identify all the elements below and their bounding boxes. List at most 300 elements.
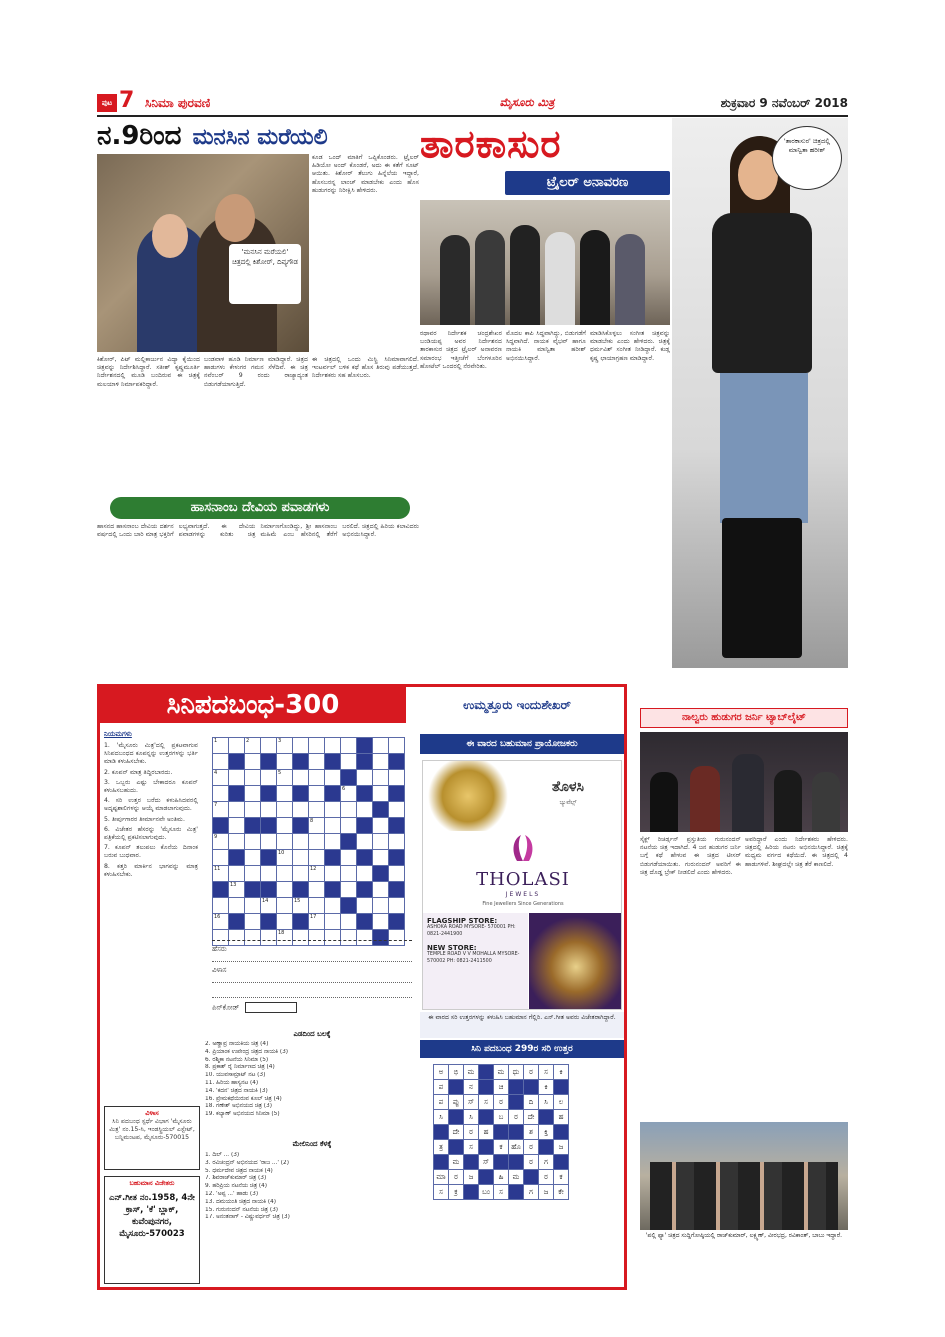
- crossword-cell[interactable]: [277, 786, 293, 802]
- across-clue: 19. ಕಲ್ಯಾಣ್ ಅಭಿನಯದ ಸಿನಿಮಾ (5): [205, 1111, 280, 1118]
- down-title: ಮೇಲಿನಿಂದ ಕೆಳಕ್ಕೆ: [292, 1140, 332, 1148]
- puzzle-title: ಸಿನಿಪದಬಂಧ-300: [100, 687, 406, 723]
- rule-item: 3. ಒಬ್ಬರು ಎಷ್ಟು ಬೇಕಾದರೂ ಕೂಪನ್ ಕಳುಹಿಸಬಹುದು.: [104, 778, 198, 795]
- story1-headline-a: ನ.9ರಿಂದ: [97, 121, 182, 151]
- crossword-row: [213, 866, 405, 882]
- answer-row: [434, 1170, 569, 1185]
- crossword-cell[interactable]: [309, 754, 325, 770]
- crossword-cell[interactable]: [293, 738, 309, 754]
- crossword-row: [213, 770, 405, 786]
- actress-face: [152, 214, 188, 258]
- crossword-cell[interactable]: [213, 802, 229, 818]
- crossword-block: [357, 754, 373, 770]
- answer-cell: ದೇ: [524, 1110, 539, 1125]
- crossword-block: [357, 882, 373, 898]
- crossword-cell[interactable]: [229, 866, 245, 882]
- answer-block: [449, 1080, 464, 1095]
- crossword-cell[interactable]: [325, 866, 341, 882]
- crossword-cell[interactable]: [357, 898, 373, 914]
- person-2: [475, 230, 505, 325]
- page-number: 7: [119, 88, 135, 113]
- person-1: [440, 235, 470, 325]
- down-clue: 13. ದಮಯಂತಿ ಚಿತ್ರದ ನಾಯಕಿ (4): [205, 1198, 277, 1205]
- store2-title: NEW STORE:: [427, 944, 477, 952]
- crossword-block: [261, 882, 277, 898]
- crossword-cell[interactable]: [213, 914, 229, 930]
- brand-name-kannada: ತೊಳಸಿ: [552, 779, 584, 795]
- answer-block: [464, 1185, 479, 1200]
- crossword-cell[interactable]: [229, 770, 245, 786]
- crossword-block: [389, 754, 405, 770]
- across-clue: 6. ರಶ್ಮಿಕಾ ನಟನೆಯ ಸಿನಿಮಾ (5): [205, 1056, 269, 1063]
- crossword-cell[interactable]: [309, 770, 325, 786]
- crossword-cell[interactable]: [245, 786, 261, 802]
- crossword-row: [213, 850, 405, 866]
- section-name: ಸಿನಿಮಾ ಪುರವಣಿ: [145, 96, 211, 110]
- answer-row: [434, 1155, 569, 1170]
- form-pin-label: ಪಿನ್‌ಕೋಡ್: [212, 1003, 240, 1012]
- story1-body-bottom2: ಬಂಡವಾಳ ಹೂಡಿ ನಿರ್ಮಾಣ ಮಾಡಿದ್ದಾರೆ. ಚಿತ್ರದ ಹಾಡುಗಳು ಕೇಳುಗರ ಗಮನ ಸೆಳೆದಿವೆ. ಈ ಚಿತ್ರ ನವೆಂಬರ್ 9 ರಂದು ರಾಜ್ಯಾದ್ಯಂತ ಬಿಡುಗಡೆಯಾಗುತ್ತಿದೆ.: [204, 356, 308, 388]
- crossword-cell[interactable]: [245, 802, 261, 818]
- crossword-cell[interactable]: [277, 754, 293, 770]
- answer-cell: ಮ: [494, 1065, 509, 1080]
- crossword-number: 2: [246, 738, 250, 744]
- brand-sub-kannada: ಜ್ಯುವೆಲ್ಸ್: [559, 799, 577, 806]
- crossword-cell[interactable]: [373, 914, 389, 930]
- crossword-cell[interactable]: [325, 914, 341, 930]
- story2-side-caption: 'ತಾರಕಾಸುರ' ಚಿತ್ರದಲ್ಲಿ ಮಾನ್ವಿತಾ ಹರೀಶ್: [772, 126, 842, 190]
- crossword-row: [213, 914, 405, 930]
- person-6: [615, 234, 645, 325]
- answer-block: [494, 1155, 509, 1170]
- crossword-cell[interactable]: [309, 882, 325, 898]
- answer-table: [433, 1064, 569, 1200]
- crossword-cell[interactable]: [309, 738, 325, 754]
- across-title: ಎಡದಿಂದ ಬಲಕ್ಕೆ: [293, 1030, 331, 1038]
- person-3: [510, 225, 540, 325]
- story1-body-col2: ಈ ಚಿತ್ರದಲ್ಲಿ ಒಂದು ಮಿಸ್ಟ್ರಿ ಸಿನಿಮಾವಾಗಲಿದೆ. ಇಂಟರ್ವಲ್ ಬಳಿಕ ಕಥೆ ಹೊಸ ತಿರುವು ಪಡೆಯುತ್ತದೆ. ನಿರ್ದೇಶಕರು ಸಹ ಹೊಸಬರು.: [312, 356, 419, 380]
- answer-cell: ಪ: [434, 1080, 449, 1095]
- across-clue: 14. 'ಕದನ' ಚಿತ್ರದ ನಾಯಕಿ (3): [205, 1087, 268, 1094]
- crossword-cell[interactable]: [325, 898, 341, 914]
- crossword-cell[interactable]: [261, 802, 277, 818]
- answer-cell: ಬಂ: [479, 1185, 494, 1200]
- answer-cell: ರ: [449, 1170, 464, 1185]
- story4-body-col1: ಸೈಕ್ಲ್ ರಿಚರ್ಡ್ಸನ್ ಪ್ರಸ್ತುತಿಯ ಗುರುನಂದನ್ ನಟನೆಯ ಚಿತ್ರ ಇದಾಗಿದೆ. 4 ಜನ ಹುಡುಗರ ಜರ್ನಿ ಬಗ್ಗೆ ಕಥೆ ಹೇಳುವ ಈ ಚಿತ್ರದ ಟೀಸರ್ ಬಿಡುಗಡೆಯಾಯಿತು. ಗುರುನಂದನ್ ಅವರಿಗೆ ಈ ಚಿತ್ರ ದೊಡ್ಡ ಬ್ರೇಕ್ ನೀಡಲಿದೆ ಎಂದು ಹೇಳಿದರು.: [640, 836, 741, 876]
- crossword-cell[interactable]: [309, 786, 325, 802]
- answer-block: [479, 1140, 494, 1155]
- story1-headline: [97, 120, 419, 152]
- answer-cell: ಕ್ರ: [449, 1185, 464, 1200]
- story1-photo: [97, 154, 309, 352]
- crossword-cell[interactable]: [293, 770, 309, 786]
- crossword-number: 11: [214, 866, 221, 872]
- answer-block: [464, 1155, 479, 1170]
- jewel-pendant-image: [529, 913, 622, 1010]
- answer-cell: ರ: [524, 1155, 539, 1170]
- jewel-necklace-image: [423, 761, 513, 831]
- answer-cell: ಕಿ: [554, 1065, 569, 1080]
- across-clue: 2. ಅಣ್ಣಾವ್ರ ನಾಯಕಿಯ ಚಿತ್ರ (4): [205, 1041, 269, 1047]
- crossword-cell[interactable]: [341, 754, 357, 770]
- crossword-cell[interactable]: [213, 850, 229, 866]
- answer-cell: ಸ: [434, 1185, 449, 1200]
- crossword-block: [261, 754, 277, 770]
- crossword-cell[interactable]: [293, 866, 309, 882]
- story3-headline: ಹಾಸನಾಂಬ ದೇವಿಯ ಪವಾಡಗಳು: [110, 497, 410, 519]
- crossword-cell[interactable]: [373, 882, 389, 898]
- crossword-cell[interactable]: [373, 738, 389, 754]
- crossword-table[interactable]: [212, 737, 405, 946]
- answer-cell: ಸಿ: [539, 1095, 554, 1110]
- crossword-row: [213, 834, 405, 850]
- across-clue: 16. ಪ್ರೇಮಕಥೆಯಿರುವ ಕೂಲ್ ಚಿತ್ರ (4): [205, 1095, 282, 1102]
- crossword-cell[interactable]: [389, 770, 405, 786]
- crossword-cell[interactable]: [261, 834, 277, 850]
- across-clue: 8. ಪ್ರಕಾಶ್ ರೈ ನಿರ್ಮಾಣದ ಚಿತ್ರ (4): [205, 1064, 275, 1071]
- crossword-cell[interactable]: [245, 738, 261, 754]
- rule-item: 8. ಕತ್ತರಿ ಮಾರ್ಕಿನ ಭಾಗವನ್ನು ಮಾತ್ರ ಕಳುಹಿಸಬೇಕು.: [104, 862, 198, 878]
- across-clue: 11. ಹಿರಿಯ ಹಾಸ್ಯನಟ (4): [205, 1079, 259, 1086]
- crossword-cell[interactable]: [373, 786, 389, 802]
- crossword-block: [293, 754, 309, 770]
- story1-body-col1: ಕೂಡ ಒಂದ್ ಮಾತಿಗೆ ಒಪ್ಪಿಕೊಂಡರು. ಟ್ರೈಲರ್ ಹಿಡಿಯೋ ಅಂದ್ ಕೊಂಡರೆ, ಅದು ಈ ಕತೆಗೆ ಸೂಟ್ ಆಯಿತು. ಕಿಶೋರ್ ತೆಲುಗು ಹಿನ್ನೆಲೆಯ ಇದ್ದಾರೆ, ಹೊಸಬರನ್ನ ಲಾಂಚ್ ಮಾಡಬೇಕು ಎಂದು ಹೊಸ ಹುಡುಗರನ್ನು ನಿರೀಕ್ಷಿಸಿ ಹೇಳಿದರು.: [312, 154, 419, 194]
- crossword-cell[interactable]: [325, 834, 341, 850]
- crossword-cell[interactable]: [373, 834, 389, 850]
- crossword-cell[interactable]: [261, 898, 277, 914]
- crossword-cell[interactable]: [293, 898, 309, 914]
- answer-block: [434, 1155, 449, 1170]
- crossword-cell[interactable]: [389, 802, 405, 818]
- group-row: [650, 1162, 838, 1230]
- crossword-cell[interactable]: [229, 834, 245, 850]
- down-clue: 17. ಅನಂತನಾಗ್ - ವಿಷ್ಣುವರ್ಧನ್ ಚಿತ್ರ (3): [205, 1214, 290, 1221]
- answer-row: [434, 1140, 569, 1155]
- form-name-label: ಹೆಸರು: [212, 945, 227, 953]
- form-address-row2: [212, 983, 412, 998]
- answer-block: [509, 1095, 524, 1110]
- address-text: ಸಿನಿ ಪದಬಂಧ ಸ್ಪರ್ಧೆ ವಿಭಾಗ 'ಮೈಸೂರು ಮಿತ್ರ' ನಂ.15-ಸಿ, ಇಂಡಸ್ಟ್ರಿಯಲ್ ಎಸ್ಟೇಟ್, ಬನ್ನಿಮಂಟಪ, ಮೈಸೂರು-570015: [109, 1118, 195, 1142]
- crossword-cell[interactable]: [245, 850, 261, 866]
- crossword-number: 13: [230, 882, 237, 888]
- crossword-number: 7: [214, 802, 218, 808]
- story2-headline: ತಾರಕಾಸುರ: [420, 122, 562, 166]
- crossword-cell[interactable]: [357, 770, 373, 786]
- crossword-cell[interactable]: [277, 834, 293, 850]
- answer-row: [434, 1125, 569, 1140]
- crossword-cell[interactable]: [341, 786, 357, 802]
- story1-headline-b: ಮನಸಿನ ಮರೆಯಲಿ: [192, 125, 328, 150]
- crossword-cell[interactable]: [309, 834, 325, 850]
- crossword-cell[interactable]: [277, 802, 293, 818]
- crossword-number: 5: [278, 770, 282, 776]
- answer-cell: ಜ: [464, 1170, 479, 1185]
- crossword-cell[interactable]: [277, 738, 293, 754]
- jewel-ad[interactable]: [422, 760, 622, 1010]
- story2-group-photo: [420, 200, 670, 325]
- story4-photo-caption: 'ಪಲ್ಲಿ ಫ್ಯಾ' ಚಿತ್ರದ ಸುದ್ದಿಗೋಷ್ಠಿಯಲ್ಲಿ ರಾಜ್‌ಕುಮಾರ್, ಲಕ್ಷ್ಮಣ್, ವೀರಭದ್ರ, ರವಿಕಾಂತ್, ಬಾಬು ಇದ್ದಾರೆ.: [640, 1232, 848, 1254]
- crossword-cell[interactable]: [309, 914, 325, 930]
- story4-group-photo: [640, 732, 848, 832]
- actor-face: [215, 194, 255, 242]
- crossword-block: [229, 850, 245, 866]
- crossword-cell[interactable]: [389, 898, 405, 914]
- sponsor-title: ಈ ವಾರದ ಬಹುಮಾನ ಪ್ರಾಯೋಜಕರು: [420, 734, 624, 754]
- answer-block: [479, 1170, 494, 1185]
- answer-block: [494, 1125, 509, 1140]
- crossword-cell[interactable]: [245, 834, 261, 850]
- form-address-label: ವಿಳಾಸ: [212, 966, 227, 974]
- pin-boxes[interactable]: [245, 1002, 297, 1013]
- answer-cell: ಚಿ: [494, 1080, 509, 1095]
- crossword-block: [245, 882, 261, 898]
- crossword-block: [325, 786, 341, 802]
- story3-body: ಹಾಸನದ ಹಾಸನಾಂಬ ದೇವಿಯ ದರ್ಶನ ವರ್ಷದಲ್ಲಿ ಒಂದು ಬಾರಿ ಮಾತ್ರ ಭಕ್ತರಿಗೆ ಲಭ್ಯವಾಗುತ್ತದೆ. ಈ ದೇವಿಯ ಪವಾಡಗಳನ್ನು ಕುರಿತು ಚಿತ್ರ ನಿರ್ಮಾಣಗೊಂಡಿದ್ದು, ಶ್ರೀ ಹಾಸನಾಂಬ ಮಹಿಮೆ ಎಂಬ ಹೆಸರಿನಲ್ಲಿ ತೆರೆಗೆ ಬರಲಿದೆ. ಚಿತ್ರದಲ್ಲಿ ಹಿರಿಯ ಕಲಾವಿದರು ಅಭಿನಯಿಸಿದ್ದಾರೆ.: [97, 523, 419, 539]
- crossword-cell[interactable]: [357, 834, 373, 850]
- down-list: [205, 1152, 415, 1282]
- form-name-row: [212, 945, 412, 962]
- crossword-number: 17: [310, 914, 317, 920]
- crossword-block: [357, 738, 373, 754]
- crossword-cell[interactable]: [389, 866, 405, 882]
- crossword-cell[interactable]: [341, 850, 357, 866]
- store1-address: ASHOKA ROAD MYSORE- 570001 PH: 0821-2441900: [427, 925, 516, 937]
- answer-row: [434, 1065, 569, 1080]
- answer-title: ಸಿನಿ ಪದಬಂಧ 299ರ ಸರಿ ಉತ್ತರ: [420, 1040, 624, 1058]
- answer-cell: ನ: [464, 1080, 479, 1095]
- down-clue: 1. ದಿಲ್ ... (3): [205, 1152, 240, 1158]
- answer-cell: ಮಾ: [434, 1170, 449, 1185]
- story1-body-bottom1: ಕಿಶೋರ್, ಪಿಟ್ ಮಲ್ಲಿಕಾರ್ಜುನ ವಿದ್ಯಾ ಕೈಯಿಂದ ಚಿತ್ರವನ್ನು ನಿರ್ದೇಶಿಸಿದ್ದಾರೆ. ಸತೀಶ್ ಕೃಷ್ಣಮೂರ್ತಿ ನಿರ್ದೇಶನದಲ್ಲಿ ಮೂಡಿ ಬಂದಿರುವ ಈ ಚಿತ್ರಕ್ಕೆ ಮಲಯಾಳಿ ನಿರ್ಮಾಪಕರಿದ್ದಾರೆ.: [97, 356, 200, 388]
- brand-sub-english: JEWELS: [505, 891, 541, 898]
- rules-title: ನಿಯಮಗಳು: [104, 730, 132, 738]
- crossword-cell[interactable]: [245, 866, 261, 882]
- story2-body-col1: ರಥಾವರ ನಿರ್ದೇಶಕ ಚಂದ್ರಶೇಖರ ಬಂಡಿಯಪ್ಪ ಅವರ ನಿರ್ದೇಶನದ ತಾರಕಾಸುರ ಚಿತ್ರದ ಟ್ರೈಲರ್ ಅನಾವರಣ ಸಮಾರಂಭ ಇತ್ತೀಚೆಗೆ ಬೆಂಗಳೂರಿನ ಹೋಟೆಲ್ ಒಂದರಲ್ಲಿ ನೆರವೇರಿತು.: [420, 330, 502, 370]
- crossword-cell[interactable]: [213, 898, 229, 914]
- crossword-cell[interactable]: [309, 866, 325, 882]
- story2-body-col2: ಮೊದಲ ಕಾಪಿ ಸಿದ್ಧವಾಗಿದ್ದು, ಬಿಡುಗಡೆಗೆ ಸಿದ್ಧವಾಗಿದೆ. ನಾಯಕ ವೈಭವ್ ಹಾಗೂ ನಾಯಕಿ ಮಾನ್ವಿತಾ ಹರೀಶ್ ಅಭಿನಯಿಸಿದ್ದಾರೆ.: [506, 330, 586, 362]
- answer-cell: ಹ: [554, 1110, 569, 1125]
- crossword-cell[interactable]: [245, 770, 261, 786]
- down-clue: 7. ಶಿವರಾಜ್‌ಕುಮಾರ್ ಚಿತ್ರ (3): [205, 1175, 267, 1182]
- crossword-block: [389, 818, 405, 834]
- crossword-cell[interactable]: [309, 818, 325, 834]
- person-b: [690, 766, 720, 832]
- crossword-number: 9: [214, 834, 218, 840]
- crossword-block: [293, 882, 309, 898]
- crossword-cell[interactable]: [277, 818, 293, 834]
- down-clue: 12. 'ಅಪ್ಪ ...' ಹಾಡು (3): [205, 1190, 259, 1197]
- person-4: [545, 232, 575, 325]
- answer-cell: ರ: [464, 1125, 479, 1140]
- answer-cell: ಕೇ: [554, 1185, 569, 1200]
- crossword-cell[interactable]: [245, 898, 261, 914]
- across-clue: 10. ಯುವಸಾಮ್ರಾಟ್ ನಟ (3): [205, 1072, 266, 1079]
- store2-address: TEMPLE ROAD V V MOHALLA MYSORE- 570002 PH: 0821-2411500: [427, 952, 520, 964]
- crossword-row: [213, 754, 405, 770]
- crossword-cell[interactable]: [261, 770, 277, 786]
- crossword-cell[interactable]: [277, 866, 293, 882]
- answer-cell: ಹೊ: [509, 1140, 524, 1155]
- answer-grid: [433, 1064, 569, 1200]
- crossword-block: [341, 834, 357, 850]
- crossword-block: [261, 850, 277, 866]
- answer-block: [449, 1140, 464, 1155]
- crossword-cell[interactable]: [325, 738, 341, 754]
- story2-subhead: ಟ್ರೈಲರ್ ಅನಾವರಣ: [505, 171, 670, 195]
- crossword-cell[interactable]: [373, 898, 389, 914]
- answer-block: [479, 1065, 494, 1080]
- crossword-cell[interactable]: [341, 818, 357, 834]
- puzzle-author: ಉಮ್ಮತ್ತೂರು ಇಂದುಶೇಖರ್: [463, 698, 571, 712]
- answer-cell: ಶ: [524, 1125, 539, 1140]
- crossword-cell[interactable]: [213, 770, 229, 786]
- crossword-cell[interactable]: [325, 818, 341, 834]
- crossword-cell[interactable]: [229, 818, 245, 834]
- crossword-row: [213, 882, 405, 898]
- answer-cell: ಹಿ: [494, 1170, 509, 1185]
- crossword-cell[interactable]: [341, 738, 357, 754]
- rule-item: 2. ಕೂಪನ್ ಮಾತ್ರ ತಿದ್ದಿರಬಾರದು.: [104, 768, 173, 776]
- crossword-cell[interactable]: [277, 898, 293, 914]
- crossword-block: [245, 818, 261, 834]
- crossword-cell[interactable]: [373, 754, 389, 770]
- crossword-cell[interactable]: [389, 738, 405, 754]
- answer-block: [509, 1185, 524, 1200]
- crossword-cell[interactable]: [325, 770, 341, 786]
- story1-photo-caption: 'ಮನಸಿನ ಮರೆಯಲಿ' ಚಿತ್ರದಲ್ಲಿ ಕಿಶೋರ್, ದಿವ್ಯಗೌಡ: [229, 244, 301, 304]
- answer-cell: ಸ: [494, 1185, 509, 1200]
- crossword-block: [293, 914, 309, 930]
- crossword-cell[interactable]: [309, 802, 325, 818]
- crossword-cell[interactable]: [341, 882, 357, 898]
- crossword-row: [213, 802, 405, 818]
- answer-block: [554, 1125, 569, 1140]
- crossword-block: [325, 754, 341, 770]
- crossword-cell[interactable]: [213, 866, 229, 882]
- crossword-cell[interactable]: [341, 866, 357, 882]
- answer-cell: ಮ: [464, 1065, 479, 1080]
- crossword-block: [213, 818, 229, 834]
- down-clue: 9. ಹರಿಪ್ರಿಯ ನಟನೆಯ ಚಿತ್ರ (4): [205, 1183, 268, 1190]
- crossword-cell[interactable]: [229, 882, 245, 898]
- crossword-cell[interactable]: [229, 898, 245, 914]
- answer-cell: ಗ: [539, 1155, 554, 1170]
- crossword-cell[interactable]: [325, 802, 341, 818]
- person-5: [580, 230, 610, 325]
- crossword-cell[interactable]: [229, 802, 245, 818]
- crossword-cell[interactable]: [261, 738, 277, 754]
- answer-cell: ಕ: [494, 1140, 509, 1155]
- crossword-cell[interactable]: [357, 802, 373, 818]
- form-pin-row: [212, 1002, 412, 1018]
- crossword-number: 6: [342, 786, 346, 792]
- crossword-row: [213, 738, 405, 754]
- crossword-cell[interactable]: [389, 834, 405, 850]
- crossword-cell[interactable]: [293, 802, 309, 818]
- crossword-cell[interactable]: [213, 738, 229, 754]
- address-title: ವಿಳಾಸ: [145, 1109, 159, 1117]
- across-list: [205, 1041, 415, 1141]
- answer-block: [554, 1155, 569, 1170]
- crossword-cell[interactable]: [357, 866, 373, 882]
- crossword-cell[interactable]: [293, 834, 309, 850]
- answer-block: [539, 1140, 554, 1155]
- crossword-number: 1: [214, 738, 218, 744]
- crossword-block: [325, 882, 341, 898]
- store-info-panel: [423, 913, 528, 1010]
- crossword-block: [261, 818, 277, 834]
- crossword-cell[interactable]: [341, 802, 357, 818]
- answer-cell: ಸ್: [479, 1155, 494, 1170]
- person-c: [732, 754, 764, 832]
- crossword-cell[interactable]: [277, 914, 293, 930]
- brand-name-english: THOLASI: [476, 869, 570, 890]
- answer-cell: ಹ: [479, 1125, 494, 1140]
- winner-box: [104, 1176, 200, 1284]
- rule-item: 6. ವಿಜೇತರ ಹೆಸರನ್ನು 'ಮೈಸೂರು ಮಿತ್ರ' ಪತ್ರಿಕೆಯಲ್ಲಿ ಪ್ರಕಟಿಸಲಾಗುವುದು.: [104, 825, 198, 842]
- crossword-cell[interactable]: [277, 850, 293, 866]
- answer-cell: ಸಿ: [434, 1110, 449, 1125]
- crossword-cell[interactable]: [245, 914, 261, 930]
- rule-item: 1. 'ಮೈಸೂರು ಮಿತ್ರ'ದಲ್ಲಿ ಪ್ರಕಟವಾಗುವ ಸಿನಿಪದಬಂಧದ ಕೂಪನ್ನನ್ನು ಉತ್ತರಗಳನ್ನು ಭರ್ತಿ ಮಾಡಿ ಕಳುಹಿಸಬೇಕು.: [104, 742, 198, 766]
- crossword-cell[interactable]: [213, 754, 229, 770]
- story4-headline: ನಾಲ್ವರು ಹುಡುಗರ ಜರ್ನಿ ಟ್ಯಾಬ್‌ಲೈಟ್: [640, 708, 848, 728]
- answer-cell: ಜ: [554, 1140, 569, 1155]
- story4-body-col2: ಅವರಿದ್ದಾರೆ ಎಂದು ನಿರ್ದೇಶಕರು ಹೇಳಿದರು. ಚಿತ್ರದಲ್ಲಿ ಹಿರಿಯ ನಟರು ಅಭಿನಯಿಸಿದ್ದಾರೆ. ಚಿತ್ರಕ್ಕೆ ಮಧ್ಯಮ ವರ್ಗದ ಕಥೆಯಿದೆ. ಈ ಚಿತ್ರದಲ್ಲಿ 4 ಹಾಡುಗಳಿವೆ. ಶೀಘ್ರದಲ್ಲೇ ಚಿತ್ರ ತೆರೆ ಕಾಣಲಿದೆ.: [745, 836, 848, 868]
- issue-date: ಶುಕ್ರವಾರ 9 ನವೆಂಬರ್ 2018: [720, 96, 848, 110]
- crossword-cell[interactable]: [261, 866, 277, 882]
- crossword-cell[interactable]: [245, 754, 261, 770]
- crossword-block: [261, 914, 277, 930]
- crossword-cell[interactable]: [213, 834, 229, 850]
- story4-street-photo: [640, 1122, 848, 1230]
- rule-item: 4. ಸರಿ ಉತ್ತರ ಬರೆದು ಕಳುಹಿಸಿದವರಲ್ಲಿ ಅದೃಷ್ಟಶಾಲಿಗಳನ್ನು ಆಯ್ಕೆ ಮಾಡಲಾಗುವುದು.: [104, 797, 198, 813]
- crossword-cell[interactable]: [309, 850, 325, 866]
- answer-cell: ರ: [509, 1110, 524, 1125]
- rule-item: 7. ಕೂಪನ್ ತಲುಪಲು ಕೊನೆಯ ದಿನಾಂಕ ಬರುವ ಬುಧವಾರ.: [104, 844, 198, 860]
- crossword-row: [213, 898, 405, 914]
- crossword-cell[interactable]: [341, 914, 357, 930]
- crossword-number: 12: [310, 866, 317, 872]
- answer-cell: ಮ: [449, 1155, 464, 1170]
- crossword-cell[interactable]: [213, 786, 229, 802]
- crossword-cell[interactable]: [309, 898, 325, 914]
- answer-cell: ಮ: [509, 1170, 524, 1185]
- answer-cell: ಸ್: [464, 1095, 479, 1110]
- crossword-cell[interactable]: [373, 850, 389, 866]
- answer-cell: ರ: [494, 1095, 509, 1110]
- crossword-block: [229, 786, 245, 802]
- crossword-block: [293, 818, 309, 834]
- person-d: [774, 770, 802, 832]
- crossword-grid[interactable]: [212, 737, 405, 946]
- crossword-block: [389, 786, 405, 802]
- crossword-cell[interactable]: [277, 882, 293, 898]
- crossword-cell[interactable]: [277, 770, 293, 786]
- answer-cell: ರ: [524, 1065, 539, 1080]
- crossword-cell[interactable]: [373, 770, 389, 786]
- answer-row: [434, 1110, 569, 1125]
- crossword-cell[interactable]: [293, 850, 309, 866]
- crossword-row: [213, 786, 405, 802]
- answer-cell: ಅ: [434, 1065, 449, 1080]
- answer-cell: ದಿ: [524, 1095, 539, 1110]
- actress-top: [712, 213, 812, 373]
- crossword-cell[interactable]: [373, 818, 389, 834]
- answer-row: [434, 1095, 569, 1110]
- crossword-cell[interactable]: [229, 738, 245, 754]
